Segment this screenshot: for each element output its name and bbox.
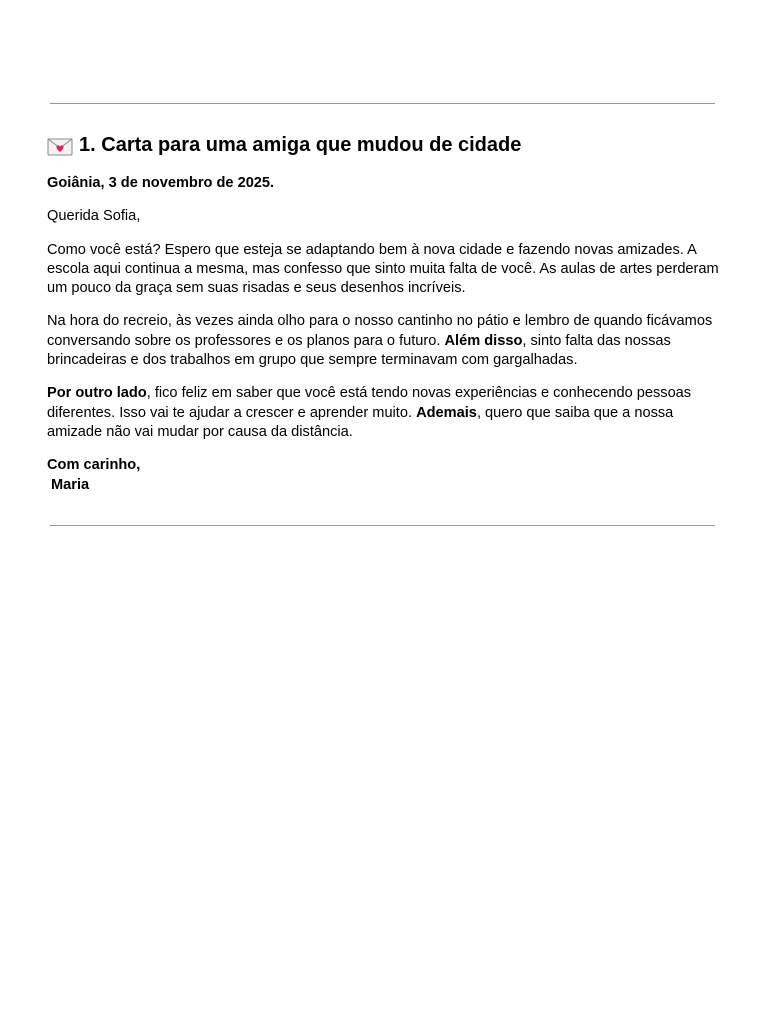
heading-number: 1. xyxy=(79,134,96,156)
paragraph-3-part-2: , quero que saiba que a nossa amizade não vai mudar por causa da distância. xyxy=(47,404,674,440)
connector-ademais: Ademais xyxy=(416,404,477,421)
paragraph-3-part-1: , fico feliz em saber que você está tendo novas experiências e conhecendo pessoas diferentes. Isso vai te ajudar a crescer e aprender muito. xyxy=(47,385,692,421)
greeting: Querida Sofia, xyxy=(47,208,141,225)
love-letter-icon xyxy=(47,137,73,155)
closing xyxy=(47,456,719,495)
signature: Maria xyxy=(51,476,90,493)
paragraph-2-part-1: Na hora do recreio, às vezes ainda olho para o nosso cantinho no pátio e lembro de quando ficávamos conversando sobre os professores e os planos para o futuro. xyxy=(47,313,713,349)
paragraph-1: Como você está? Espero que esteja se adaptando bem à nova cidade e fazendo novas amizades. A escola aqui continua a mesma, mas confesso que sinto muita falta de você. As aulas de artes perderam um pouco da graça sem suas risadas e seus desenhos incríveis. xyxy=(47,241,719,297)
letter-body xyxy=(47,174,719,509)
closing-text: Com carinho, xyxy=(47,457,141,474)
heading-title: Carta para uma amiga que mudou de cidade xyxy=(101,134,522,156)
bottom-divider xyxy=(50,525,715,526)
letter-heading xyxy=(47,132,521,158)
connector-por-outro-lado: Por outro lado xyxy=(47,385,147,402)
connector-alem-disso: Além disso xyxy=(444,332,523,349)
paragraph-2 xyxy=(47,312,719,370)
paragraph-3 xyxy=(47,384,719,442)
top-divider xyxy=(50,103,715,104)
paragraph-2-part-2: , sinto falta das nossas brincadeiras e dos trabalhos em grupo que sempre terminavam com gargalhadas. xyxy=(47,332,671,369)
place-date: Goiânia, 3 de novembro de 2025. xyxy=(47,175,275,191)
